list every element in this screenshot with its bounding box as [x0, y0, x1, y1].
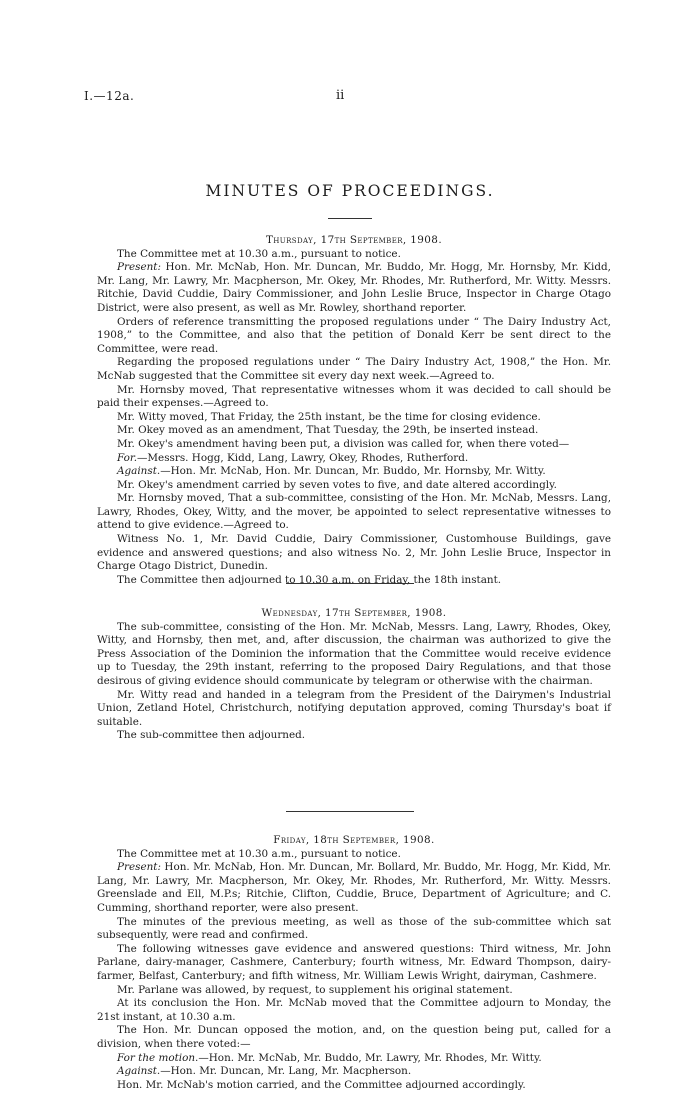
minutes-section-2 — [97, 607, 611, 743]
parliamentary-paper-reference: I.—12a. — [84, 89, 135, 103]
paragraph-text: The Committee then adjourned to 10.30 a.m. on Friday, the 18th instant. — [117, 573, 502, 586]
minutes-section-1 — [97, 234, 611, 587]
minutes-paragraph — [97, 729, 611, 743]
minutes-paragraph — [97, 1065, 611, 1079]
paragraph-text: Mr. Okey's amendment having been put, a division was called for, when there voted— — [117, 437, 570, 450]
minutes-paragraph — [97, 984, 611, 998]
minutes-paragraph — [97, 533, 611, 574]
paragraph-text: Orders of reference transmitting the proposed regulations under “ The Dairy Industry Act, 1908,” to the Committee, and also that the petition of Donald Kerr be sent direct to the Committee, were read. — [97, 315, 611, 355]
minutes-paragraph — [97, 1052, 611, 1066]
minutes-paragraph — [97, 465, 611, 479]
paragraph-text: —Hon. Mr. McNab, Mr. Buddo, Mr. Lawry, Mr. Rhodes, Mr. Witty. — [198, 1051, 542, 1064]
minutes-paragraph — [97, 574, 611, 588]
paragraph-text: Mr. Okey moved as an amendment, That Tuesday, the 29th, be inserted instead. — [117, 424, 539, 437]
paragraph-lead: For. — [117, 451, 138, 464]
paragraph-lead: For the motion. — [117, 1051, 199, 1064]
minutes-paragraph — [97, 248, 611, 262]
minutes-paragraph — [97, 438, 611, 452]
paragraph-text: Hon. Mr. McNab, Hon. Mr. Duncan, Mr. Bollard, Mr. Buddo, Mr. Hogg, Mr. Kidd, Mr. Lang, Mr. Lawry, Mr. Macpherson, Mr. Okey, Mr. Rhodes, Mr. Rutherford, Mr. Witty. Messrs. Greenslade and Ell, M.P.s; Ritchie, Clifton, Cuddie, Bruce, Department of Agriculture; and C. Cumming, shorthand reporter, were also present. — [97, 861, 611, 914]
minutes-paragraph — [97, 621, 611, 689]
paragraph-text: Regarding the proposed regulations under “ The Dairy Industry Act, 1908,” the Hon. Mr. McNab suggested that the Committee sit every day next week.—Agreed to. — [97, 356, 611, 382]
minutes-paragraph — [97, 997, 611, 1024]
section-divider-1 — [286, 583, 414, 584]
minutes-paragraph — [97, 411, 611, 425]
minutes-paragraph — [97, 261, 611, 315]
minutes-paragraph — [97, 861, 611, 915]
paragraph-text: —Hon. Mr. McNab, Hon. Mr. Duncan, Mr. Buddo, Mr. Hornsby, Mr. Witty. — [160, 465, 546, 478]
paragraph-text: Mr. Parlane was allowed, by request, to supplement his original statement. — [117, 983, 513, 996]
meeting-date: Friday, 18th September, 1908. — [273, 834, 435, 846]
minutes-paragraph — [97, 452, 611, 466]
page-title: MINUTES OF PROCEEDINGS. — [205, 182, 495, 200]
minutes-paragraph — [97, 943, 611, 984]
minutes-paragraph — [97, 356, 611, 383]
paragraph-text: Mr. Okey's amendment carried by seven votes to five, and date altered accordingly. — [117, 478, 557, 491]
minutes-paragraph — [97, 848, 611, 862]
minutes-paragraph — [97, 916, 611, 943]
meeting-date: Thursday, 17th September, 1908. — [265, 234, 443, 246]
minutes-paragraph — [97, 1079, 611, 1093]
paragraph-text: The sub-committee then adjourned. — [117, 729, 306, 742]
paragraph-text: Mr. Witty read and handed in a telegram from the President of the Dairymen's Industrial Union, Zetland Hotel, Christchurch, notifying deputation approved, coming Thursday's boat if suitable. — [97, 688, 611, 728]
paragraph-lead: Against. — [117, 465, 161, 478]
minutes-paragraph — [97, 384, 611, 411]
paragraph-text: The minutes of the previous meeting, as well as those of the sub-committee which sat subsequently, were read and confirmed. — [97, 915, 611, 942]
paragraph-text: The Committee met at 10.30 a.m., pursuant to notice. — [117, 247, 401, 260]
minutes-paragraph — [97, 1024, 611, 1051]
paragraph-text: The following witnesses gave evidence and answered questions: Third witness, Mr. John Parlane, dairy-manager, Cashmere, Canterbury; fourth witness, Mr. Edward Thompson, dairy-farmer, Belfast, Canterbury; and fifth witness, Mr. William Lewis Wright, dairyman, Cashmere. — [97, 942, 611, 982]
paragraph-text: —Hon. Mr. Duncan, Mr. Lang, Mr. Macpherson. — [160, 1065, 412, 1078]
minutes-paragraph — [97, 689, 611, 730]
minutes-paragraph — [97, 316, 611, 357]
page-number: ii — [336, 88, 345, 103]
paragraph-lead: Present: — [117, 861, 161, 874]
section-divider-2 — [286, 811, 414, 812]
paragraph-text: Mr. Witty moved, That Friday, the 25th instant, be the time for closing evidence. — [117, 410, 541, 423]
minutes-paragraph — [97, 424, 611, 438]
paragraph-lead: Present: — [117, 261, 161, 274]
paragraph-text: Mr. Hornsby moved, That representative witnesses whom it was decided to call should be paid their expenses.—Agreed to. — [97, 383, 611, 410]
minutes-section-3 — [97, 834, 611, 1092]
meeting-date: Wednesday, 17th September, 1908. — [261, 607, 447, 619]
paragraph-text: Mr. Hornsby moved, That a sub-committee, consisting of the Hon. Mr. McNab, Messrs. Lang, Lawry, Rhodes, Okey, Witty, and the mover, be appointed to select representative witnesses to attend to give evidence.—Agreed to. — [97, 492, 611, 532]
paragraph-text: The Committee met at 10.30 a.m., pursuant to notice. — [117, 847, 401, 860]
paragraph-text: The Hon. Mr. Duncan opposed the motion, and, on the question being put, called for a division, when there voted:— — [97, 1024, 611, 1050]
paragraph-text: Hon. Mr. McNab, Hon. Mr. Duncan, Mr. Buddo, Mr. Hogg, Mr. Hornsby, Mr. Kidd, Mr. Lang, Mr. Lawry, Mr. Macpherson, Mr. Okey, Mr. Rhodes, Mr. Rutherford, Mr. Witty. Messrs. Ritchie, David Cuddie, Dairy Commissioner, and John Leslie Bruce, Inspector in Charge Otago District, were also present, as well as Mr. Rowley, shorthand reporter. — [97, 261, 611, 314]
paragraph-text: Hon. Mr. McNab's motion carried, and the Committee adjourned accordingly. — [117, 1078, 526, 1091]
title-divider — [328, 218, 372, 219]
minutes-paragraph — [97, 492, 611, 533]
paragraph-text: The sub-committee, consisting of the Hon. Mr. McNab, Messrs. Lang, Lawry, Rhodes, Okey, Witty, and Hornsby, then met, and, after discussion, the chairman was authorized to give the Press Association of the Dominion the information that the Committee would receive evidence up to Tuesday, the 29th instant, referring to the proposed Dairy Regulations, and that those desirous of giving evidence should communicate by telegram or otherwise with the chairman. — [97, 620, 611, 687]
paragraph-lead: Against. — [117, 1065, 161, 1078]
minutes-paragraph — [97, 479, 611, 493]
paragraph-text: At its conclusion the Hon. Mr. McNab moved that the Committee adjourn to Monday, the 21st instant, at 10.30 a.m. — [97, 997, 611, 1023]
paragraph-text: Witness No. 1, Mr. David Cuddie, Dairy Commissioner, Customhouse Buildings, gave evidence and answered questions; and also witness No. 2, Mr. John Leslie Bruce, Inspector in Charge Otago District, Dunedin. — [97, 533, 611, 573]
paragraph-text: —Messrs. Hogg, Kidd, Lang, Lawry, Okey, Rhodes, Rutherford. — [137, 451, 469, 464]
